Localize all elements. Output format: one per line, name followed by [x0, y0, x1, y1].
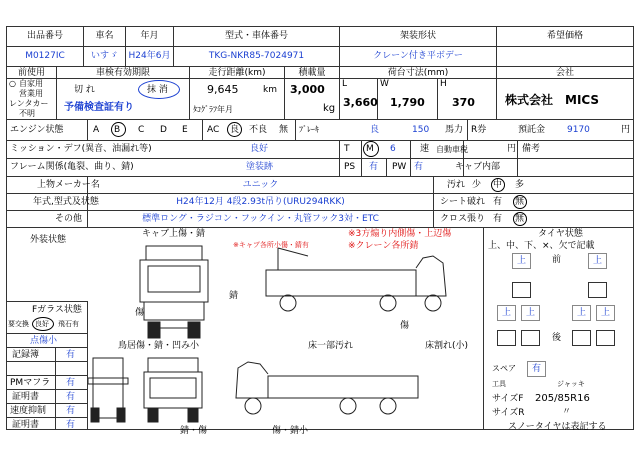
glass-status: 点傷小: [30, 336, 58, 346]
glass-replace: 要交換: [8, 320, 29, 328]
tire-mid-left: [512, 282, 531, 298]
tire-mid-right: [588, 282, 607, 298]
glass-title: Fガラス状態: [32, 305, 82, 315]
dims-label: 荷台寸法(mm): [387, 68, 449, 78]
note-cab-rust: ※キャブ各所小傷・錆有: [233, 241, 309, 249]
seat-yes: 有: [493, 197, 503, 207]
certificate-1-label: 証明書: [12, 392, 40, 402]
r-label: R券: [471, 125, 487, 135]
seat-no: 無: [515, 197, 525, 207]
note-rust: 錆: [229, 291, 239, 301]
speeds: 6: [390, 144, 396, 154]
capacity: 3,000: [290, 83, 325, 96]
hp-label: 馬力: [445, 125, 464, 135]
tire-legend: 上、中、下、×、欠で記載: [488, 241, 595, 251]
dirt-label: 汚れ: [447, 180, 466, 190]
dirt-high: 多: [515, 180, 525, 190]
tire-title: タイヤ状態: [538, 229, 583, 239]
engine-label: エンジン状態: [10, 125, 64, 135]
mileage-label: 走行距離(km): [208, 68, 266, 78]
deposit-yen: 円: [621, 125, 631, 135]
pw-label: PW: [392, 162, 407, 172]
horsepower: 150: [412, 125, 430, 135]
model-label: 型式・車体番号: [224, 31, 288, 41]
mission: 良好: [250, 144, 269, 154]
certificate-1: 有: [66, 392, 76, 402]
size-r: 〃: [562, 407, 572, 417]
dirt-mid: 中: [493, 180, 503, 190]
inspection-note: 予備検査証有り: [64, 102, 134, 113]
record-book: 有: [66, 350, 76, 360]
size-f-label: サイズF: [492, 394, 524, 404]
frame-label: フレーム関係(亀裂、曲り、錆): [10, 162, 134, 172]
ps-label: PS: [344, 162, 356, 172]
cab-label: キャブ内部: [455, 162, 501, 172]
grade-e: E: [182, 125, 188, 135]
note-bumper: 鳥居傷・錆・凹み小: [118, 341, 200, 351]
note-bottom-1: 錆・傷: [180, 426, 208, 436]
brake-label: ﾌﾞﾚｰｷ: [299, 125, 319, 134]
body-label: 架装形状: [399, 31, 436, 41]
inspection-cancelled: 抹 消: [147, 85, 168, 95]
mt-label: M: [366, 144, 374, 154]
tire-front-left: 上: [512, 253, 531, 269]
equip-maker-label: 上物メーカー名: [37, 180, 100, 190]
glass-chip: 飛石有: [58, 320, 79, 328]
mileage: 9,645: [207, 83, 239, 96]
size-r-label: サイズR: [492, 408, 525, 418]
tire-axle3-ro: [596, 330, 615, 346]
deposit: 9170: [567, 125, 590, 135]
note-bottom-2: 傷・錆小: [272, 426, 309, 436]
auto-tax-label: 自動車税: [436, 145, 468, 154]
use-private: 自家用: [19, 79, 43, 88]
use-marker: ○: [9, 79, 16, 88]
dim-l-label: L: [342, 79, 348, 89]
stock-no-label: 出品番号: [26, 31, 63, 41]
company-label: 会社: [555, 68, 574, 78]
tool-label: 工具: [492, 380, 506, 388]
equip-other: 標準ロング・ラジコン・フックイン・丸管フック3対・ETC: [142, 214, 379, 224]
jack-label: ジャッキ: [557, 380, 585, 388]
equip-spec-label: 年式,型式及状態: [33, 197, 99, 207]
use-rental: レンタカー: [9, 99, 49, 108]
size-f: 205/85R16: [535, 393, 590, 404]
mission-label: ミッション・デフ(異音、油漏れ等): [10, 144, 152, 154]
ac-none: 無: [279, 125, 289, 135]
cloth-label: クロス張り: [440, 214, 486, 224]
pw: 有: [414, 162, 424, 172]
dirt-low: 少: [472, 180, 482, 190]
spare: 有: [527, 361, 546, 377]
grade-a: A: [93, 125, 100, 135]
tax-unit: 円: [507, 144, 517, 154]
use-unknown: 不明: [19, 109, 35, 118]
inspection-label: 車検有効期限: [95, 68, 150, 78]
bed-width: 1,790: [390, 96, 425, 109]
capacity-unit: kg: [323, 103, 336, 114]
certificate-2: 有: [66, 420, 76, 430]
maker-label: 車名: [95, 31, 114, 41]
note-scratch-2: 傷: [400, 321, 410, 331]
mileage-unit: km: [263, 85, 277, 95]
stock-no: M0127IC: [25, 51, 65, 61]
seat-label: シート破れ: [440, 197, 486, 207]
snow-note: スノータイヤは表記する: [508, 422, 607, 432]
tire-axle3-lo: [497, 330, 516, 346]
note-scratch: 傷: [135, 308, 145, 318]
at-label: T: [344, 144, 350, 154]
tire-rear-right-inner: 上: [572, 305, 591, 321]
year-label: 年月: [140, 31, 159, 41]
tire-axle3-ri: [572, 330, 591, 346]
speed-label: 速: [420, 144, 430, 154]
record-book-label: 記録簿: [12, 350, 40, 360]
tire-rear-left-inner: 上: [521, 305, 540, 321]
truck-diagram: [88, 228, 488, 428]
speed-limiter-label: 速度抑制: [10, 406, 47, 416]
brake: 良: [370, 125, 380, 135]
ac-ng: 不良: [249, 125, 268, 135]
maker: いすゞ: [90, 51, 118, 61]
tire-rear-right-outer: 上: [596, 305, 615, 321]
price-label: 希望価格: [546, 31, 583, 41]
deposit-label: 預託金: [518, 125, 546, 135]
tire-front-right: 上: [588, 253, 607, 269]
glass-good: 良好: [35, 320, 49, 328]
cloth-no: 無: [515, 214, 525, 224]
spare-label: スペア: [492, 364, 516, 373]
tire-rear-label: 後: [552, 333, 562, 343]
use-commercial: 営業用: [19, 89, 43, 98]
use-label: 前使用: [17, 68, 45, 78]
bed-length: 3,660: [343, 96, 378, 109]
dim-h-label: H: [440, 79, 447, 89]
note-crane: ※クレーン各所錆: [348, 241, 419, 251]
pm-muffler-label: PMマフラ: [10, 378, 51, 388]
tire-axle3-li: [521, 330, 540, 346]
grade-d: D: [160, 125, 167, 135]
frame: 塗装跡: [246, 162, 274, 172]
body-type: クレーン付き平ボデー: [373, 51, 463, 61]
ac-label: AC: [207, 125, 220, 135]
model: TKG-NKR85-7024971: [208, 51, 305, 61]
grade-b: B: [114, 125, 121, 135]
certificate-2-label: 証明書: [12, 420, 40, 430]
equip-maker: ユニック: [242, 180, 279, 190]
note-bed-crack: 床割れ(小): [425, 341, 469, 351]
dim-w-label: W: [380, 79, 389, 89]
note-bed-dirt: 床一部汚れ: [308, 341, 354, 351]
note-cab-top: キャブ上傷・錆: [142, 229, 206, 239]
tire-front-label: 前: [552, 255, 562, 265]
remarks-label: 備考: [522, 144, 541, 154]
company: 株式会社 MICS: [505, 93, 600, 107]
capacity-label: 積載量: [298, 68, 326, 78]
note-gate: ※3方煽り内側傷・上辺傷: [348, 229, 452, 239]
year: H24年6月: [128, 51, 171, 61]
exterior-title: 外装状態: [30, 235, 67, 245]
ac-ok: 良: [230, 125, 240, 135]
tire-rear-left-outer: 上: [497, 305, 516, 321]
equip-spec: H24年12月 4段2.93t吊り(URU294RKK): [176, 197, 345, 207]
pm-muffler: 有: [66, 378, 76, 388]
cloth-yes: 有: [493, 214, 503, 224]
grade-c: C: [138, 125, 145, 135]
equip-other-label: その他: [55, 214, 83, 224]
ps: 有: [369, 162, 379, 172]
inspection-expired: 切 れ: [74, 85, 95, 95]
bed-height: 370: [452, 96, 475, 109]
tacho-label: ﾀｺｸﾞﾗﾌ年月: [193, 105, 233, 114]
speed-limiter: 有: [66, 406, 76, 416]
